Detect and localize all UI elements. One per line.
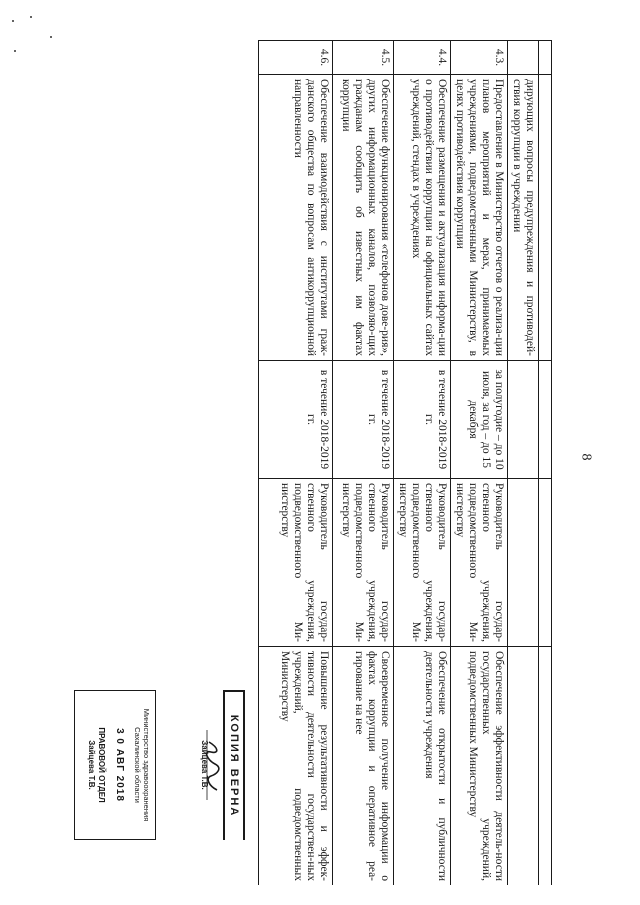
table-row	[394, 41, 451, 886]
table-header-stub-row	[539, 41, 552, 886]
table-row	[333, 41, 394, 886]
cell-measure: Предоставление в Министерство отчетов о реализа-ции планов мероприятий и мерах, принимаемых учреждениями, подведомственными Министерству, в целях противодействия коррупции	[451, 75, 508, 361]
scan-speck	[50, 36, 52, 38]
cell-number: 4.6.	[259, 41, 333, 75]
page-number: 8	[578, 453, 594, 461]
legal-department-stamp	[74, 690, 156, 840]
table-row-continuation	[508, 41, 539, 886]
stamp-department-name: Зайцева Т.В.	[87, 740, 96, 790]
cell-result: Повышение результативности и эффек-тивности деятельности государствен-ных учреждений, подведомственных Министерству	[259, 647, 333, 886]
cell-measure: Обеспечение функционирования «телефонов дове-рия», других информационных каналов, позволяю-щих гражданам сообщить об известных им фактах коррупции	[333, 75, 394, 361]
stamp-region-line: Сахалинской области	[133, 727, 142, 803]
anticorruption-plan-table	[258, 40, 552, 885]
cell-term: за полугодие – до 10 июля, за год – до 15 декабря	[451, 361, 508, 479]
scan-speck	[14, 50, 16, 52]
stamp-date: 3 0 АВГ 2018	[114, 728, 125, 802]
cell-result: Своевременное получение информации о фактах коррупции и оперативное реа-гирование на нее	[333, 647, 394, 886]
cell-term: в течение 2018-2019 гг.	[333, 361, 394, 479]
table-row	[259, 41, 333, 886]
plan-table-region	[258, 40, 552, 885]
cell-result: Обеспечение эффективности деятель-ности государственных учреждений, подведомственных Министерству	[451, 647, 508, 886]
cell-responsible: Руководитель государ-ственного учреждения, подведомственного Ми-нистерству	[451, 479, 508, 647]
cell-responsible: Руководитель государ-ственного учреждения, подведомственного Ми-нистерству	[394, 479, 451, 647]
stamp-department: ПРАВОВОЙ ОТДЕЛ	[97, 727, 106, 803]
stamp-signer-name: Зайцева Т.В.	[200, 740, 209, 790]
cell-measure: дирующих вопросы предупреждения и противодей-ствия коррупции в учреждении	[508, 75, 539, 361]
stamp-ministry-line: Министерство здравоохранения	[142, 708, 151, 822]
cell-measure: Обеспечение размещения и актуализация информа-ции о противодействии коррупции на официальных сайтах учреждений, стендах в учреждениях	[394, 75, 451, 361]
cell-number: 4.5.	[333, 41, 394, 75]
cell-number: 4.4.	[394, 41, 451, 75]
cell-responsible: Руководитель государ-ственного учреждения, подведомственного Ми-нистерству	[333, 479, 394, 647]
cell-term: в течение 2018-2019 гг.	[394, 361, 451, 479]
cell-term: в течение 2018-2019 гг.	[259, 361, 333, 479]
cell-number: 4.3.	[451, 41, 508, 75]
cell-result: Обеспечение открытости и публичности деятельности учреждения	[394, 647, 451, 886]
stamp-title: КОПИЯ ВЕРНА	[223, 690, 245, 840]
certified-copy-stamp	[160, 690, 245, 840]
cell-measure: Обеспечение взаимодействия с институтами граж-данского общества по вопросам антикоррупционной направленности	[259, 75, 333, 361]
cell-responsible: Руководитель государ-ственного учреждения, подведомственного Ми-нистерству	[259, 479, 333, 647]
table-row	[451, 41, 508, 886]
scan-speck	[30, 16, 32, 18]
scan-speck	[12, 20, 14, 22]
